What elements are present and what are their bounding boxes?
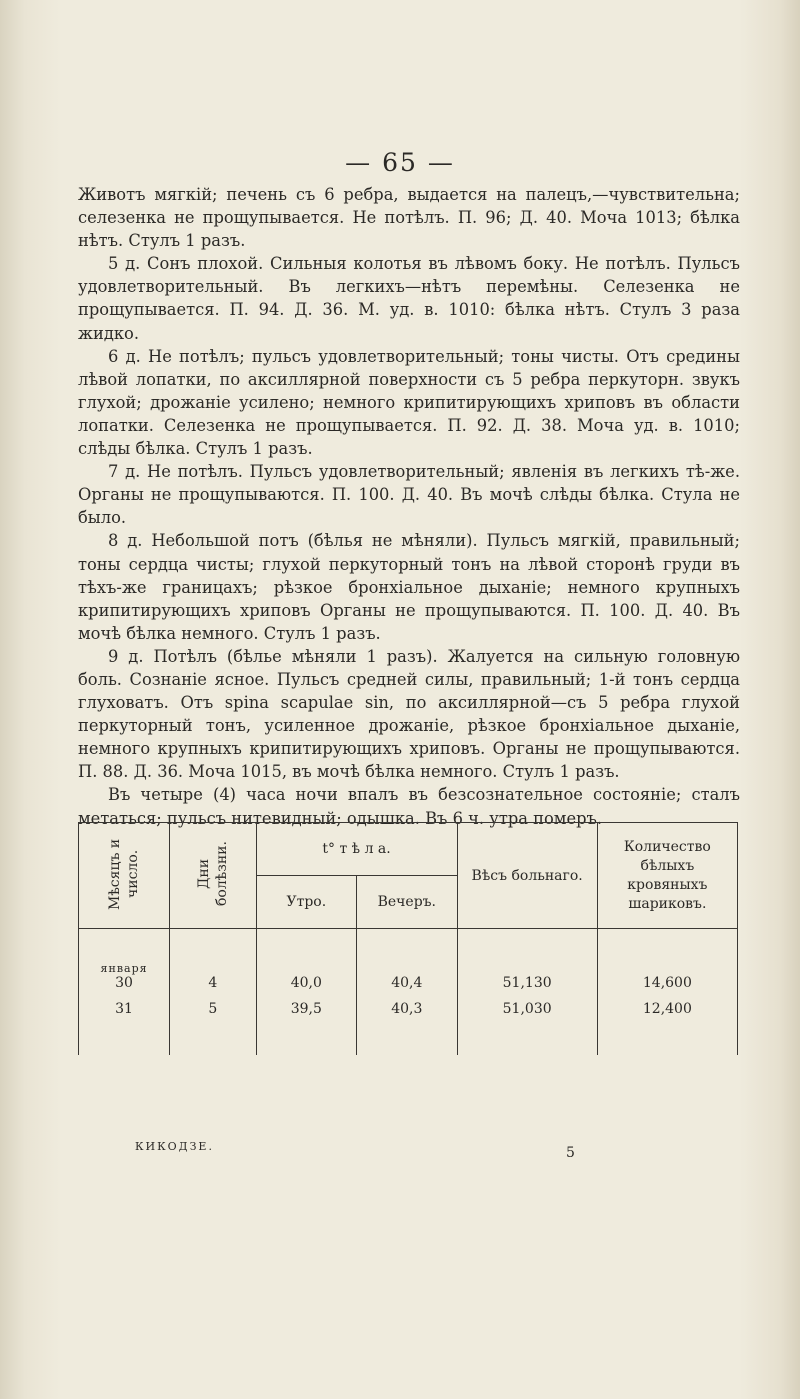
header-illness-day <box>170 823 256 929</box>
patient-table <box>78 822 738 1055</box>
day-value: 30 <box>115 975 133 991</box>
paragraph: 8 д. Небольшой потъ (бѣлья не мѣняли). Пульсъ мягкій, правильный; тоны сердца чисты; глухой перкуторный тонъ на лѣвой сторонѣ груди въ тѣхъ-же границахъ; рѣзкое бронхіальное дыханіе; немного крупныхъ крипитирующихъ хриповъ Органы не прощупываются. П. 100. Д. 40. Въ мочѣ бѣлка немного. Стулъ 1 разъ. <box>78 531 740 643</box>
body-text <box>78 183 740 830</box>
header-wbc: Количество бѣлыхъ кровяныхъ шариковъ. <box>597 823 737 929</box>
table-row <box>79 929 738 992</box>
cell-illness-day: 5 <box>170 991 256 1027</box>
table-row <box>79 991 738 1027</box>
month-label: января <box>100 962 148 975</box>
paragraph: Животъ мягкій; печень съ 6 ребра, выдается на палецъ,—чувствительна; селезенка не прощупывается. Не потѣлъ. П. 96; Д. 40. Моча 1013; бѣлка нѣтъ. Стулъ 1 разъ. <box>78 185 740 251</box>
cell-evening: 40,3 <box>357 991 457 1027</box>
header-illness-day-text: Дни болѣзни. <box>195 841 230 906</box>
cell-evening: 40,4 <box>357 929 457 992</box>
cell-weight: 51,030 <box>457 991 597 1027</box>
paragraph: 7 д. Не потѣлъ. Пульсъ удовлетворительный; явленія въ легкихъ тѣ-же. Органы не прощупываются. П. 100. Д. 40. Въ мочѣ слѣды бѣлка. Стула не было. <box>78 462 740 528</box>
cell-illness-day: 4 <box>170 929 256 992</box>
cell-morning: 40,0 <box>256 929 356 992</box>
header-morning: Утро. <box>256 876 356 929</box>
printer-signature: КИКОДЗЕ. <box>135 1140 214 1153</box>
cell-wbc: 14,600 <box>597 929 737 992</box>
paragraph: 9 д. Потѣлъ (бѣлье мѣняли 1 разъ). Жалуется на сильную головную боль. Сознаніе ясное. Пульсъ средней силы, правильный; 1-й тонъ сердца глуховатъ. Отъ spina scapulae sin, по аксиллярной—съ 5 ребра глухой перкуторный тонъ, усиленное дрожаніе, рѣзкое бронхіальное дыханіе, немного крупныхъ крипитирующихъ хриповъ. Органы не прощупываются. П. 88. Д. 36. Моча 1015, въ мочѣ бѣлка немного. Стулъ 1 разъ. <box>78 646 740 782</box>
header-month-day-text: Мѣсяцъ и число. <box>107 837 142 910</box>
page-number: — 65 — <box>345 148 455 177</box>
table-row-spacer <box>79 1027 738 1055</box>
cell-date <box>79 929 170 992</box>
header-evening: Вечеръ. <box>357 876 457 929</box>
sheet-number: 5 <box>566 1145 575 1161</box>
paragraph: 6 д. Не потѣлъ; пульсъ удовлетворительный; тоны чисты. Отъ средины лѣвой лопатки, по аксиллярной поверхности съ 5 ребра перкуторн. звукъ глухой; дрожаніе усилено; немного крипитирующихъ хриповъ въ области лопатки. Селезенка не прощупывается. П. 92. Д. 38. Моча уд. в. 1010; слѣды бѣлка. Стулъ 1 разъ. <box>78 346 740 459</box>
paragraph: 5 д. Сонъ плохой. Сильныя колотья въ лѣвомъ боку. Не потѣлъ. Пульсъ удовлетворительный. Въ легкихъ—нѣтъ перемѣны. Селезенка не прощупывается. П. 94. Д. 36. М. уд. в. 1010: бѣлка нѣтъ. Стулъ 3 раза жидко. <box>78 254 740 343</box>
paragraph: Въ четыре (4) часа ночи впалъ въ безсознательное состояніе; сталъ метаться; пульсъ нитевидный; одышка. Въ 6 ч. утра померъ. <box>78 785 740 828</box>
cell-weight: 51,130 <box>457 929 597 992</box>
cell-wbc: 12,400 <box>597 991 737 1027</box>
header-weight: Вѣсъ больнаго. <box>457 823 597 929</box>
header-month-day <box>79 823 170 929</box>
header-temperature: t° т ѣ л а. <box>256 823 457 876</box>
cell-date: 31 <box>79 991 170 1027</box>
cell-morning: 39,5 <box>256 991 356 1027</box>
